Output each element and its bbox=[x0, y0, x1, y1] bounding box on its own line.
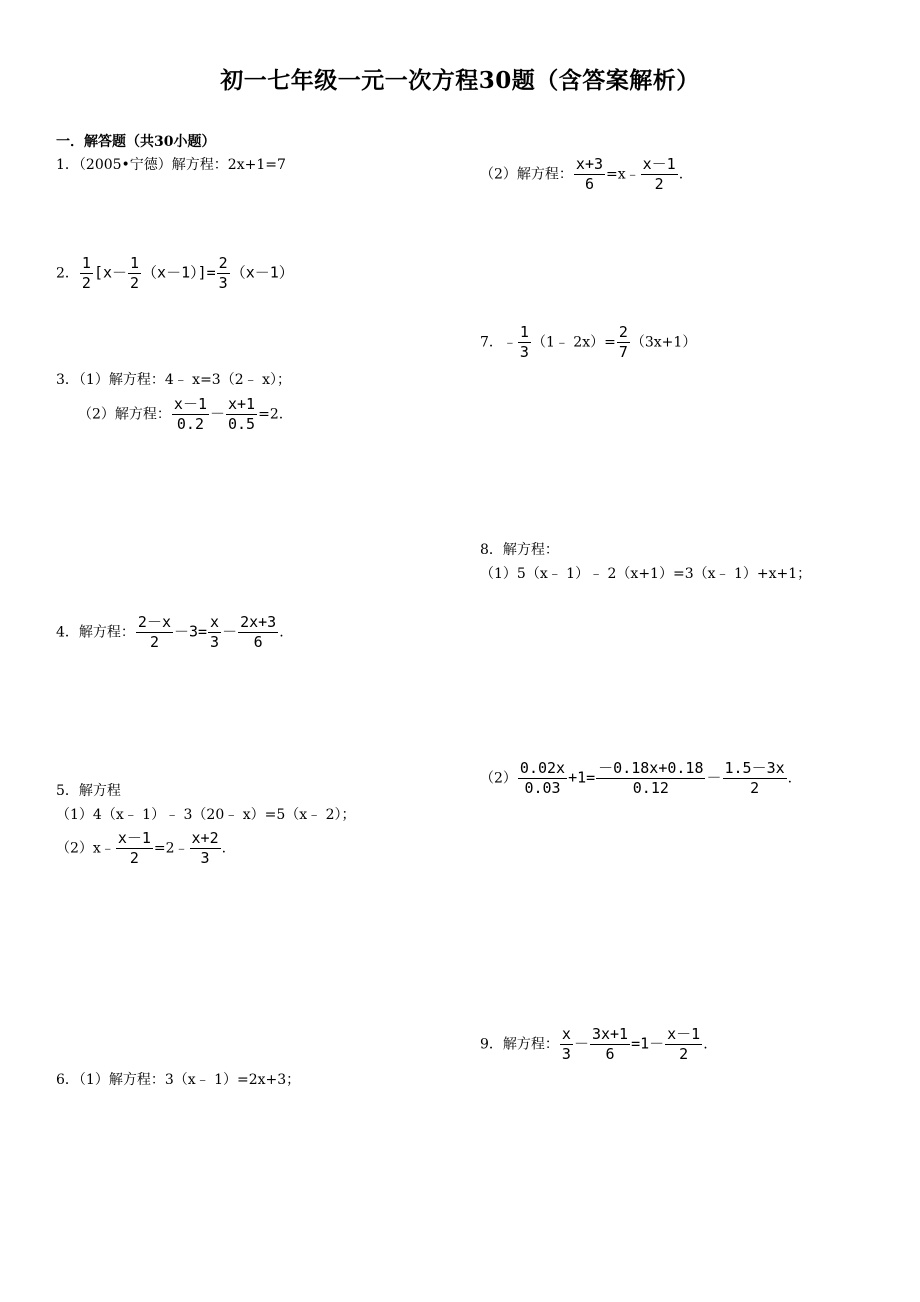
q8a-text: （1）5（x﹣ 1）﹣ 2（x+1）=3（x﹣ 1）+x+1； bbox=[480, 566, 812, 582]
q5-end: . bbox=[221, 840, 227, 857]
question-4 bbox=[56, 613, 284, 652]
q8b-label: （2） bbox=[480, 770, 517, 787]
q5-f1-num: x－1 bbox=[117, 829, 151, 847]
q8b-fraction-3 bbox=[723, 759, 787, 798]
q2-text-2: （x－1）]= bbox=[142, 263, 216, 282]
q3a-text: （1）解方程：4﹣ x=3（2﹣ x）； bbox=[78, 372, 291, 388]
q5-f2-den: 3 bbox=[200, 849, 210, 867]
q9-f1-num: x bbox=[561, 1025, 571, 1043]
q5b-label: （2）x﹣ bbox=[56, 840, 115, 857]
q8b-f3-den: 2 bbox=[750, 779, 760, 797]
question-6-part-2 bbox=[480, 155, 683, 194]
q5-mid: =2﹣ bbox=[153, 840, 189, 857]
q3b-f1-den: 0.2 bbox=[176, 415, 204, 433]
q2-f2-den: 2 bbox=[130, 274, 140, 292]
q2-f3-num: 2 bbox=[218, 254, 228, 272]
q5a-text: （1）4（x﹣ 1）﹣ 3（20﹣ x）=5（x﹣ 2）； bbox=[56, 807, 356, 823]
question-5-part-1 bbox=[56, 805, 355, 825]
q6b-f1-den: 6 bbox=[584, 175, 594, 193]
question-8-heading bbox=[480, 540, 559, 560]
q3b-f1-num: x－1 bbox=[173, 395, 207, 413]
q2-f3-den: 3 bbox=[218, 274, 228, 292]
q7-f1-den: 3 bbox=[519, 343, 529, 361]
q6b-f2-den: 2 bbox=[654, 175, 664, 193]
q3b-fraction-2 bbox=[226, 395, 257, 434]
q2-label: 2． bbox=[56, 265, 79, 282]
q8b-f1-den: 0.03 bbox=[524, 779, 561, 797]
q9-fraction-2 bbox=[590, 1025, 630, 1064]
q2-fraction-2 bbox=[128, 254, 141, 293]
q2-f2-num: 1 bbox=[130, 254, 140, 272]
q9-label: 9．解方程： bbox=[480, 1036, 559, 1053]
q2-f1-num: 1 bbox=[81, 254, 91, 272]
q6a-text: （1）解方程：3（x﹣ 1）=2x+3； bbox=[78, 1072, 301, 1088]
question-1 bbox=[56, 155, 286, 175]
question-7 bbox=[480, 323, 696, 362]
q7-label: 7．﹣ bbox=[480, 334, 517, 351]
q9-f2-den: 6 bbox=[605, 1045, 615, 1063]
q8b-f1-num: 0.02x bbox=[519, 759, 566, 777]
question-3-part-2 bbox=[78, 395, 283, 434]
q9-f1-den: 3 bbox=[561, 1045, 571, 1063]
q1-text: （2005•宁德）解方程：2x+1=7 bbox=[78, 157, 286, 173]
q8b-f2-den: 0.12 bbox=[632, 779, 669, 797]
q9-operator: － bbox=[573, 1034, 589, 1053]
q2-text-1: [x－ bbox=[93, 263, 128, 282]
q4-operator: － bbox=[222, 622, 238, 641]
q8b-end: . bbox=[787, 770, 793, 787]
q2-fraction-3 bbox=[217, 254, 230, 293]
q9-end: . bbox=[703, 1036, 708, 1053]
q4-f3-num: 2x+3 bbox=[240, 613, 277, 631]
q3b-fraction-1 bbox=[172, 395, 209, 434]
q7-fraction-1 bbox=[518, 323, 531, 362]
q3-label: 3． bbox=[56, 372, 79, 388]
q4-fraction-3 bbox=[238, 613, 278, 652]
q7-f2-num: 2 bbox=[618, 323, 628, 341]
q4-f3-den: 6 bbox=[253, 633, 263, 651]
q2-text-3: （x－1） bbox=[230, 263, 294, 282]
q5-label: 5．解方程 bbox=[56, 783, 121, 799]
question-5-heading bbox=[56, 781, 121, 801]
q6b-fraction-1 bbox=[574, 155, 605, 194]
q1-label: 1． bbox=[56, 157, 79, 173]
page-title: 初一七年级一元一次方程30题（含答案解析） bbox=[220, 67, 700, 94]
q4-label: 4．解方程： bbox=[56, 624, 135, 641]
q3b-operator: － bbox=[209, 404, 225, 423]
q8b-fraction-1 bbox=[518, 759, 567, 798]
q6-label: 6． bbox=[56, 1072, 79, 1088]
q6b-mid: =x﹣ bbox=[606, 166, 640, 183]
q9-f2-num: 3x+1 bbox=[591, 1025, 629, 1043]
q6b-label: （2）解方程： bbox=[480, 166, 573, 183]
q8-label: 8．解方程： bbox=[480, 542, 559, 558]
q4-fraction-1 bbox=[136, 613, 173, 652]
q4-f1-num: 2－x bbox=[137, 613, 171, 631]
q8b-f2-num: －0.18x+0.18 bbox=[598, 759, 704, 777]
section-heading: 一．解答题（共30小题） bbox=[56, 134, 216, 150]
q4-end: . bbox=[279, 624, 284, 641]
q4-text-1: －3= bbox=[173, 622, 208, 641]
q6b-fraction-2 bbox=[641, 155, 678, 194]
question-3-part-1 bbox=[56, 370, 291, 390]
q6b-f2-num: x－1 bbox=[642, 155, 676, 173]
question-6-part-1 bbox=[56, 1070, 300, 1090]
q7-text-2: （3x+1） bbox=[630, 334, 697, 351]
q5-fraction-1 bbox=[116, 829, 153, 868]
q8b-fraction-2 bbox=[596, 759, 705, 798]
q8b-text-1: +1= bbox=[568, 768, 596, 787]
question-9 bbox=[480, 1025, 708, 1064]
q4-f2-den: 3 bbox=[210, 633, 220, 651]
q3b-f2-num: x+1 bbox=[228, 395, 256, 413]
q9-mid: =1－ bbox=[631, 1034, 665, 1053]
q9-fraction-3 bbox=[665, 1025, 702, 1064]
q3b-f2-den: 0.5 bbox=[228, 415, 256, 433]
question-5-part-2 bbox=[56, 829, 226, 868]
q6b-end: . bbox=[678, 166, 684, 183]
q4-fraction-2 bbox=[208, 613, 221, 652]
q5-fraction-2 bbox=[190, 829, 221, 868]
q2-fraction-1 bbox=[80, 254, 93, 293]
q7-text-1: （1﹣ 2x）= bbox=[531, 334, 616, 351]
q5-f1-den: 2 bbox=[129, 849, 139, 867]
q3b-label: （2）解方程： bbox=[78, 406, 171, 423]
q9-f3-den: 2 bbox=[679, 1045, 689, 1063]
q4-f2-num: x bbox=[210, 613, 220, 631]
question-8-part-1 bbox=[480, 564, 811, 584]
q7-f2-den: 7 bbox=[618, 343, 628, 361]
q6b-f1-num: x+3 bbox=[575, 155, 604, 173]
q7-fraction-2 bbox=[617, 323, 630, 362]
question-2 bbox=[56, 254, 294, 293]
q2-f1-den: 2 bbox=[81, 274, 91, 292]
q9-f3-num: x－1 bbox=[667, 1025, 701, 1043]
q8b-f3-num: 1.5－3x bbox=[724, 759, 785, 777]
q7-f1-num: 1 bbox=[519, 323, 529, 341]
q5-f2-num: x+2 bbox=[191, 829, 219, 847]
q4-f1-den: 2 bbox=[149, 633, 159, 651]
q3b-end: =2. bbox=[258, 406, 284, 423]
question-8-part-2 bbox=[480, 759, 792, 798]
q8b-operator: － bbox=[706, 768, 722, 787]
q9-fraction-1 bbox=[560, 1025, 573, 1064]
